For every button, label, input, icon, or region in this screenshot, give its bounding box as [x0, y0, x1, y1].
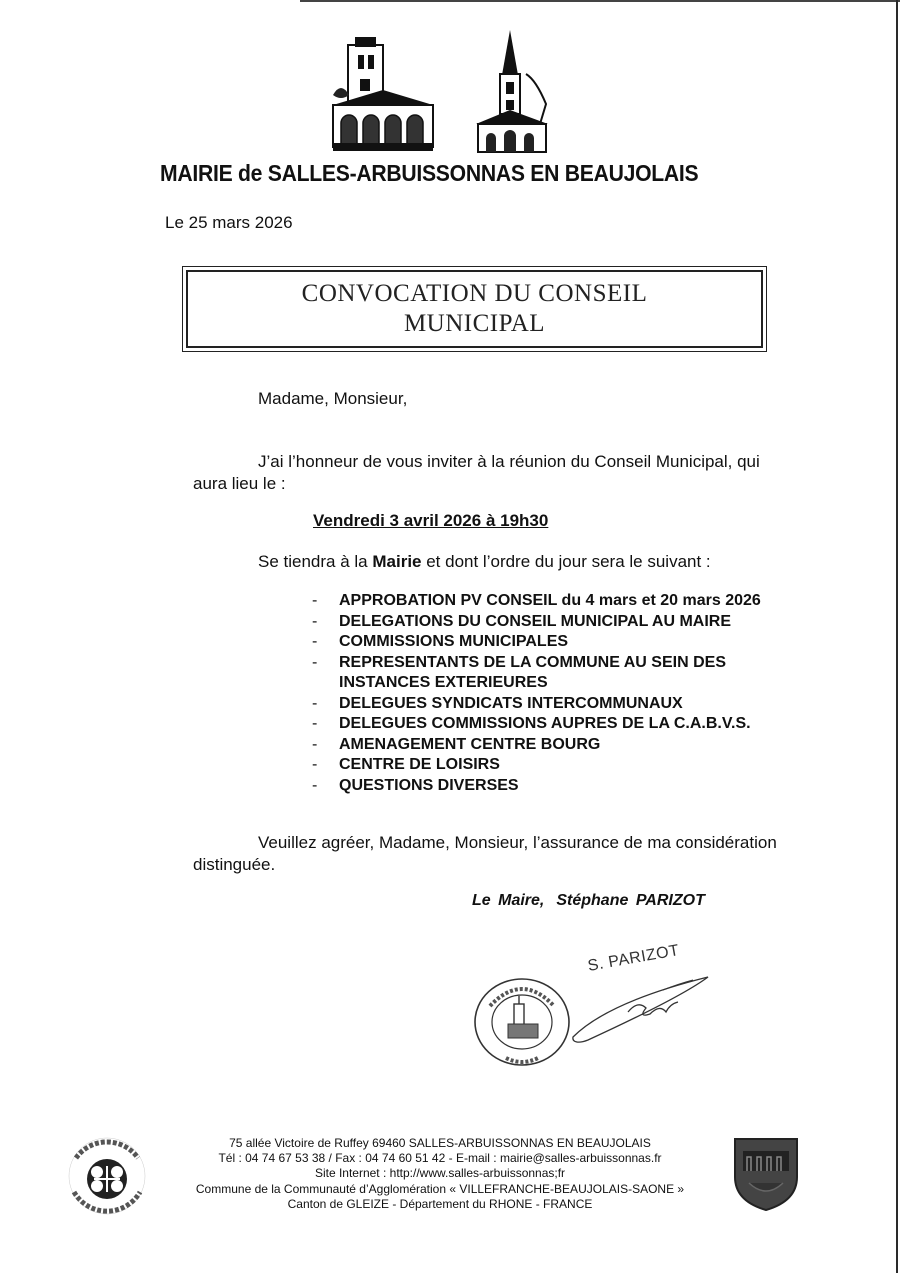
agenda-bullet: - — [312, 592, 318, 609]
agenda-bullet: - — [312, 653, 318, 671]
agenda-item-text: DELEGATIONS DU CONSEIL MUNICIPAL AU MAIRE — [339, 612, 732, 630]
church-illustration — [476, 30, 548, 155]
agenda-intro-prefix: Se tiendra à la — [258, 552, 373, 571]
agenda-intro — [258, 551, 778, 573]
signer-name: Stéphane PARIZOT — [556, 892, 705, 909]
agenda-bullet: - — [312, 735, 318, 753]
page-title: MAIRIE de SALLES-ARBUISSONNAS EN BEAUJOLAIS — [160, 160, 699, 186]
federation-clunisiens-logo — [62, 1134, 152, 1218]
footer-contact: Tél : 04 74 67 53 38 / Fax : 04 74 60 51 42 - E-mail : mairie@salles-arbuissonnas.fr — [218, 1151, 662, 1166]
agenda-item — [312, 776, 782, 797]
agenda-item — [312, 632, 782, 653]
agenda-intro-suffix: et dont l’ordre du jour sera le suivant : — [421, 552, 711, 571]
scan-edge-top — [300, 0, 900, 2]
agenda-item-text: CENTRE DE LOISIRS — [339, 756, 500, 773]
agenda-list — [312, 591, 782, 796]
salutation: Madame, Monsieur, — [258, 389, 408, 408]
agenda-item — [312, 591, 782, 612]
agenda-item-text: AMENAGEMENT CENTRE BOURG — [339, 735, 601, 753]
signer-title: Le Maire, — [472, 892, 545, 909]
footer-agglomeration: Commune de la Communauté d’Agglomération « VILLEFRANCHE-BEAUJOLAIS-SAONE » — [195, 1181, 685, 1196]
invitation-line2: aura lieu le : — [193, 474, 286, 493]
invitation-line1: J’ai l’honneur de vous inviter à la réunion du Conseil Municipal, qui — [258, 452, 760, 471]
footer-canton: Canton de GLEIZE - Département du RHONE - FRANCE — [287, 1196, 593, 1211]
agenda-item-text: COMMISSIONS MUNICIPALES — [339, 633, 569, 650]
footer-address-block — [180, 1136, 700, 1212]
agenda-item — [312, 755, 782, 776]
agenda-item — [312, 714, 782, 735]
footer-address: 75 allée Victoire de Ruffey 69460 SALLES-ARBUISSONNAS EN BEAUJOLAIS — [229, 1136, 651, 1150]
agenda-intro-location: Mairie — [372, 552, 422, 571]
agenda-item — [312, 653, 782, 694]
convocation-title-line2: MUNICIPAL — [403, 310, 546, 337]
convocation-title — [183, 279, 766, 339]
agenda-item — [312, 735, 782, 756]
signer — [472, 892, 705, 910]
convocation-title-line1: CONVOCATION DU CONSEIL — [301, 280, 648, 307]
name-stamp: S. PARIZOT — [586, 942, 681, 975]
agenda-bullet: - — [312, 776, 318, 794]
agenda-item — [312, 694, 782, 715]
closing-line2: distinguée. — [193, 855, 276, 874]
convocation-box — [182, 266, 767, 352]
closing-line1: Veuillez agréer, Madame, Monsieur, l’assurance de ma considération — [258, 833, 777, 852]
agenda-bullet: - — [312, 612, 318, 630]
meeting-date: Vendredi 3 avril 2026 à 19h30 — [313, 511, 549, 530]
agenda-item-text: DELEGUES COMMISSIONS AUPRES DE LA C.A.B.V.S. — [339, 715, 751, 732]
agenda-bullet: - — [312, 756, 318, 773]
letter-date: Le 25 mars 2026 — [165, 213, 293, 232]
agenda-item-text: DELEGUES SYNDICATS INTERCOMMUNAUX — [339, 694, 683, 712]
agenda-item-text: REPRESENTANTS DE LA COMMUNE AU SEIN DES INSTANCES EXTERIEURES — [339, 653, 726, 691]
agenda-item-text: QUESTIONS DIVERSES — [339, 776, 519, 794]
agenda-bullet: - — [312, 633, 318, 650]
agenda-item — [312, 612, 782, 633]
agenda-item-text: APPROBATION PV CONSEIL du 4 mars et 20 mars 2026 — [339, 592, 761, 609]
footer-website: Site Internet : http://www.salles-arbuissonnas;fr — [314, 1166, 566, 1181]
handwritten-signature — [568, 972, 718, 1047]
town-seal-stamp — [472, 976, 572, 1068]
priory-illustration — [333, 35, 433, 155]
agenda-bullet: - — [312, 715, 318, 732]
coat-of-arms-crest — [733, 1137, 799, 1212]
scan-edge-right — [896, 0, 898, 1273]
agenda-bullet: - — [312, 694, 318, 712]
